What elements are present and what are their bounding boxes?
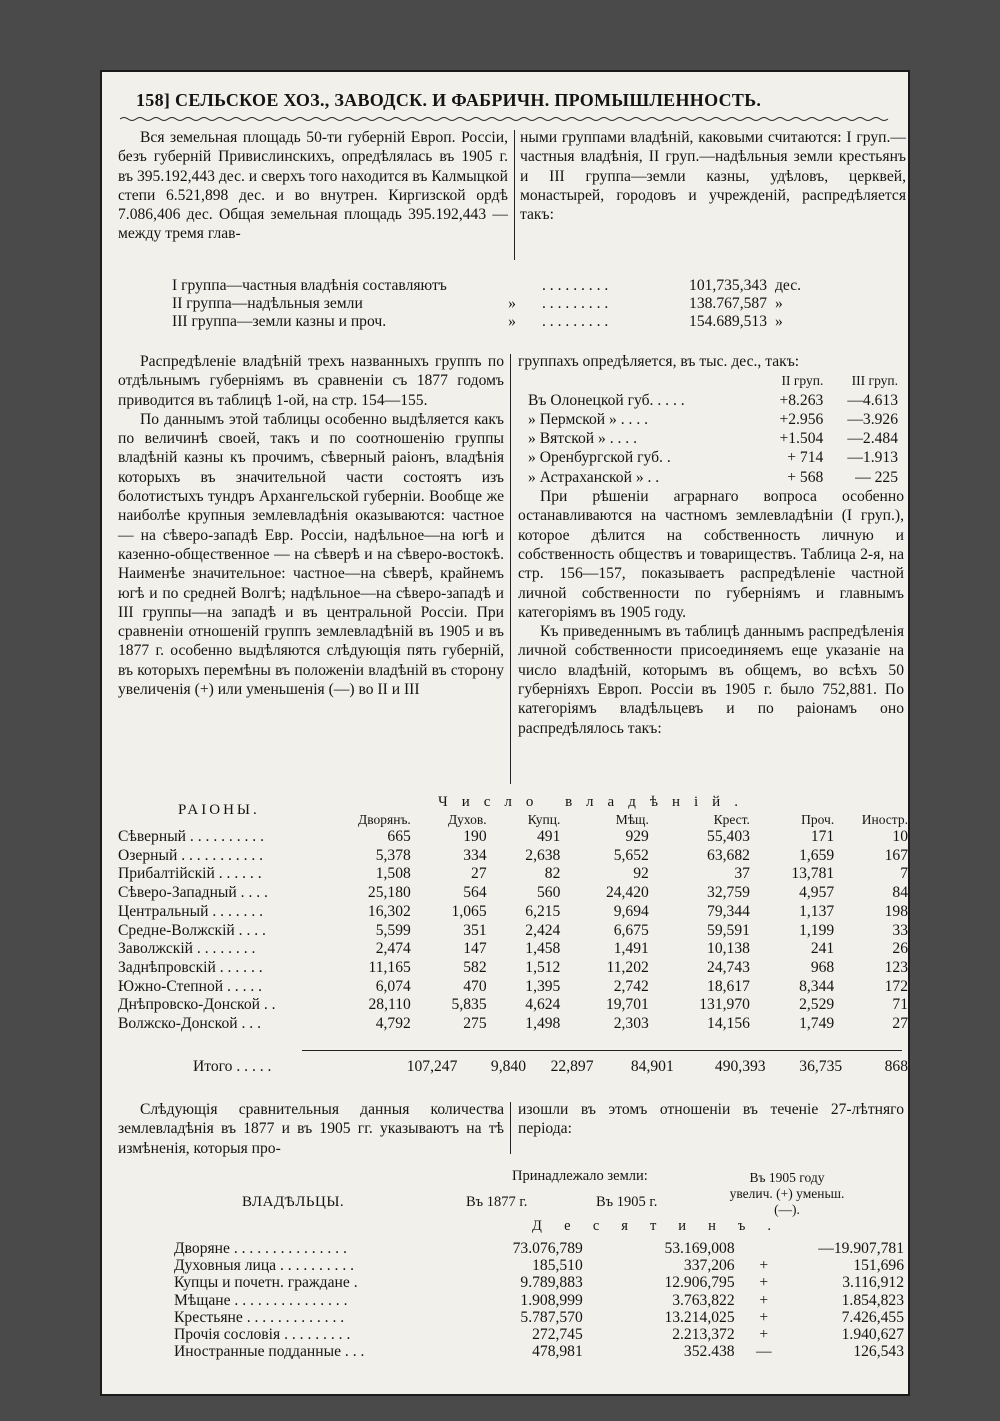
region-value: 71 (892, 996, 908, 1014)
land-change: —19.907,781 (818, 1240, 904, 1257)
region-value: 1,512 (525, 958, 561, 976)
region-value: 4,624 (525, 996, 561, 1014)
region-value: 6,215 (525, 902, 561, 920)
region-col-header: Дворянъ. (358, 812, 411, 827)
governorate-name: Въ Олонецкой губ. . . . . (528, 391, 685, 409)
region-value: 241 (810, 940, 835, 958)
region-value: 351 (463, 921, 487, 939)
group-value: 138.767,587 (689, 295, 767, 312)
region-value: 25,180 (367, 884, 411, 902)
governorate-row (528, 410, 898, 429)
region-value: 198 (884, 902, 908, 920)
change-sign: + (759, 1257, 769, 1275)
total-value: 9,840 (490, 1058, 526, 1075)
region-value: 82 (544, 865, 561, 883)
owner-name: Иностранные подданные . . . (174, 1343, 365, 1361)
region-col-header: Духов. (447, 812, 487, 827)
bottom-left-column (118, 1100, 504, 1158)
region-row (118, 903, 908, 922)
change-sign: + (759, 1291, 769, 1309)
owners-table (174, 1240, 904, 1360)
change-sign (735, 1240, 793, 1257)
governorate-row (528, 429, 898, 448)
column-divider (514, 130, 515, 260)
region-value: 2,474 (375, 940, 411, 958)
owner-row (174, 1257, 904, 1274)
group-unit: » (775, 313, 783, 330)
group-mark: » (508, 295, 516, 312)
region-value: 5,835 (451, 996, 487, 1014)
owner-row (174, 1274, 904, 1291)
group-unit: дес. (775, 277, 802, 294)
region-col-header: Иностр. (861, 812, 908, 827)
group-dots: . . . . . . . . . (542, 277, 609, 294)
region-row (118, 940, 908, 959)
region-value: 131,970 (699, 996, 750, 1014)
land-change: 7.426,455 (841, 1308, 904, 1326)
region-value: 4,792 (375, 1015, 411, 1033)
region-name: Озерный . . . . . . . . . . . (118, 846, 264, 864)
intro-left-text: Вся земельная площадь 50-ти губерній Европ. Россіи, безъ губерній Привислинскихъ, опредѣлялась въ 1905 г. въ 395.192,443 дес. и сверхъ того находится въ Калмыцкой степи 6.521,898 дес. и во внутрен. Киргизской ордѣ 7.086,406 дес. Общая земельная площадь 395.192,443 — между тремя глав- (118, 129, 508, 243)
region-value: 33 (892, 921, 908, 939)
page-number: 158] (136, 90, 171, 110)
total-value: 36,735 (799, 1058, 843, 1075)
region-value: 1,749 (799, 1015, 835, 1033)
book-page (100, 70, 910, 1396)
page-title: СЕЛЬСКОЕ ХОЗ., ЗАВОДСК. И ФАБРИЧН. ПРОМЫШЛЕННОСТЬ. (175, 90, 762, 110)
region-value: 2,638 (525, 846, 561, 864)
change-sign: + (759, 1326, 769, 1344)
region-value: 2,303 (613, 1015, 649, 1033)
group-label: III группа—земли казны и проч. (172, 313, 387, 330)
land-change: 3.116,912 (842, 1274, 904, 1292)
governorate-name: » Пермской » . . . . (528, 410, 649, 428)
group-mark (482, 277, 542, 295)
bottom-left-text: Слѣдующія сравнительныя данныя количества землевладѣнія въ 1877 и въ 1905 гг. указываютъ на тѣ измѣненія, которыя про- (118, 1101, 504, 1157)
land-change: 1.940,627 (841, 1326, 904, 1344)
governorate-row (528, 391, 898, 410)
region-value: 6,074 (375, 977, 411, 995)
region-value: 147 (463, 940, 487, 958)
owner-name: Духовныя лица . . . . . . . . . . (174, 1257, 355, 1275)
governorate-changes-table (528, 371, 898, 487)
governorate-name: » Астраханской » . . (528, 468, 660, 486)
land-1877: 185,510 (532, 1257, 583, 1275)
owner-row (174, 1326, 904, 1343)
owner-name: Прочія сословія . . . . . . . . . (174, 1326, 351, 1344)
region-value: 1,199 (799, 921, 835, 939)
region-name: Волжско-Донской . . . (118, 1015, 261, 1033)
region-value: 167 (884, 846, 908, 864)
group-2-change: +8.263 (779, 391, 824, 409)
region-col-header: Купц. (527, 812, 561, 827)
region-col-header: Крест. (713, 812, 750, 827)
region-name: Сѣверо-Западный . . . . (118, 884, 268, 902)
region-row (118, 884, 908, 903)
region-value: 275 (463, 1015, 487, 1033)
column-divider (510, 354, 511, 784)
owners-title: ВЛАДѢЛЬЦЫ. (242, 1194, 345, 1210)
intro-left-column (118, 128, 508, 244)
region-value: 968 (810, 958, 835, 976)
land-1905: 3.763,822 (672, 1291, 735, 1309)
region-row (118, 996, 908, 1015)
owned-land-title: Принадлежало земли: (512, 1168, 648, 1184)
region-value: 10 (892, 828, 908, 845)
group-3-change: —3.926 (847, 410, 898, 428)
change-sign: + (759, 1308, 769, 1326)
groups-table (172, 277, 801, 331)
group-3-change: —4.613 (847, 391, 898, 409)
group-label: II группа—надѣльныя земли (172, 295, 363, 312)
region-value: 9,694 (613, 902, 649, 920)
intro-right-column (520, 128, 906, 224)
owner-name: Мѣщане . . . . . . . . . . . . . . . (174, 1291, 348, 1309)
region-value: 92 (633, 865, 649, 883)
mid-left-paragraph-1: Распредѣленіе владѣній трехъ названныхъ группъ по отдѣльнымъ губерніямъ въ сравненіи съ 1877 годомъ приводится въ таблицѣ 1-ой, на стр. 154—155. (118, 353, 504, 409)
change-sign: — (756, 1343, 772, 1361)
region-value: 5,378 (375, 846, 411, 864)
group-3-change: —2.484 (847, 430, 898, 448)
group-2-change: + 568 (787, 468, 824, 486)
region-row (118, 865, 908, 884)
region-value: 470 (463, 977, 487, 995)
total-value: 490,393 (714, 1058, 766, 1075)
region-value: 26 (892, 940, 908, 958)
group-mark: » (508, 313, 516, 330)
region-value: 190 (463, 828, 487, 845)
column-divider (510, 1102, 511, 1154)
region-value: 2,529 (799, 996, 835, 1014)
group-unit: » (775, 295, 783, 312)
region-row (118, 847, 908, 866)
governorate-name: » Вятской » . . . . (528, 430, 638, 448)
region-value: 1,491 (613, 940, 649, 958)
group-2-change: +2.956 (779, 410, 824, 428)
region-value: 37 (734, 865, 750, 883)
land-1905: 12.906,795 (664, 1274, 735, 1292)
mid-left-column (118, 352, 504, 699)
region-row (118, 978, 908, 997)
region-value: 491 (536, 828, 561, 845)
group-dots: . . . . . . . . . (542, 295, 609, 312)
region-row (118, 922, 908, 941)
region-row (118, 828, 908, 847)
region-value: 5,599 (375, 921, 411, 939)
region-name: Средне-Волжскій . . . . (118, 921, 266, 939)
region-value: 665 (387, 828, 411, 845)
region-value: 334 (463, 846, 487, 864)
bottom-right-text: изошли въ этомъ отношеніи въ теченіе 27-лѣтняго періода: (518, 1101, 904, 1138)
group-row (172, 277, 801, 295)
region-value: 13,781 (791, 865, 835, 883)
region-value: 172 (884, 977, 908, 995)
region-value: 10,138 (707, 940, 750, 958)
region-value: 2,424 (525, 921, 561, 939)
owner-row (174, 1343, 904, 1360)
group-2-change: + 714 (787, 449, 824, 467)
region-value: 123 (884, 958, 908, 976)
region-value: 63,682 (707, 846, 750, 864)
region-name: Южно-Степной . . . . . (118, 977, 263, 995)
owner-row (174, 1309, 904, 1326)
region-value: 19,701 (605, 996, 649, 1014)
region-value: 1,508 (375, 865, 411, 883)
group-row (172, 295, 801, 313)
owner-row (174, 1240, 904, 1257)
page-header (136, 90, 876, 111)
region-value: 5,652 (613, 846, 649, 864)
regions-total (118, 1058, 908, 1077)
land-change: 151,696 (853, 1257, 904, 1275)
land-1905: 337,206 (683, 1257, 735, 1275)
total-value: 868 (884, 1058, 908, 1075)
region-value: 16,302 (367, 902, 411, 920)
units-header: Десятинъ. (532, 1218, 793, 1234)
land-1877: 73.076,789 (512, 1240, 583, 1257)
mid-right-paragraph-1: При рѣшеніи аграрнаго вопроса особенно останавливаются на частномъ землевладѣніи (I груп.), которое дѣлится на собственность личную и собственность обществъ и товариществъ. Таблица 2-я, на стр. 156—157, показываетъ распредѣленіе частной личной собственности по губерніямъ и главнымъ категоріямъ въ 1905 году. (518, 488, 904, 621)
land-1877: 272,745 (532, 1326, 583, 1344)
region-value: 560 (536, 884, 561, 902)
header-wavy-rule (120, 116, 892, 122)
total-label: Итого . . . . . (193, 1058, 272, 1075)
region-value: 24,420 (605, 884, 649, 902)
region-value: 1,659 (799, 846, 835, 864)
group-3-change: — 225 (855, 468, 898, 486)
region-name: Прибалтійскій . . . . . . (118, 865, 262, 883)
region-value: 32,759 (707, 884, 750, 902)
count-of-holdings-title: Число владѣній. (438, 794, 752, 810)
region-value: 8,344 (799, 977, 835, 995)
change-sign: + (759, 1274, 769, 1292)
region-name: Центральный . . . . . . . (118, 902, 264, 920)
region-value: 14,156 (707, 1015, 750, 1033)
region-name: Днѣпровско-Донской . . (118, 996, 276, 1014)
land-change: 126,543 (853, 1343, 904, 1361)
region-name: Заднѣпровскій . . . . . . (118, 958, 263, 976)
total-rule (302, 1050, 902, 1051)
region-value: 582 (463, 958, 487, 976)
group-label: I группа—частныя владѣнія составляютъ (172, 277, 447, 294)
region-value: 6,675 (613, 921, 649, 939)
col-header-group-3: III груп. (851, 373, 898, 389)
region-value: 564 (463, 884, 487, 902)
change-header: Въ 1905 году увелич. (+) уменьш. (—). (729, 1170, 845, 1217)
region-value: 1,395 (525, 977, 561, 995)
group-3-change: —1.913 (847, 449, 898, 467)
region-value: 27 (892, 1015, 908, 1033)
region-value: 1,137 (799, 902, 835, 920)
group-dots: . . . . . . . . . (542, 313, 609, 330)
region-value: 171 (810, 828, 835, 845)
total-value: 22,897 (550, 1058, 594, 1075)
group-value: 154.689,513 (689, 313, 767, 330)
col-header-group-2: II груп. (781, 373, 824, 389)
regions-title: РАІОНЫ. (178, 802, 260, 818)
year-1905-header: Въ 1905 г. (596, 1194, 658, 1210)
group-row (172, 313, 801, 331)
mid-left-paragraph-2: По даннымъ этой таблицы особенно выдѣляется какъ по величинѣ своей, такъ и по соотношенію группы владѣній казны къ прочимъ, сѣверный раіонъ, владѣнія которыхъ въ значительной части состоятъ изъ болотистыхъ тундръ Архангельской губерніи. Вообще же наиболѣе крупныя землевладѣнія оказываются: частное — на сѣверо-западѣ Евр. Россіи, надѣльное—на югѣ и казенно-общественное — на сѣверѣ и на сѣверо-востокѣ. Наименѣе значительное: частное—на сѣверѣ, крайнемъ югѣ и по средней Волгѣ; надѣльное—на сѣверо-западѣ и III группы—на западѣ и въ центральной Россіи. При сравненіи отношеній группъ землевладѣній въ 1905 и въ 1877 г. особенно выдѣляются слѣдующія пять губерній, въ которыхъ перемѣны въ положеніи владѣній въ сторону увеличенія (+) или уменьшенія (—) во II и III (118, 410, 504, 699)
region-col-header: Проч. (801, 812, 835, 827)
region-value: 24,743 (707, 958, 750, 976)
region-value: 929 (625, 828, 649, 845)
bottom-right-column (518, 1100, 904, 1139)
region-value: 18,617 (707, 977, 750, 995)
intro-right-text: ными группами владѣній, каковыми считаются: I груп.—частныя владѣнія, II груп.—надѣльныя земли крестьянъ и III группа—земли казны, удѣловъ, церквей, монастырей, городовъ и учрежденій, распредѣляется такъ: (520, 129, 906, 224)
owner-name: Дворяне . . . . . . . . . . . . . . . (174, 1240, 347, 1257)
region-value: 55,403 (707, 828, 750, 845)
owner-name: Купцы и почетн. граждане . (174, 1274, 358, 1292)
region-name: Заволжскій . . . . . . . . (118, 940, 256, 958)
group-value: 101,735,343 (689, 277, 767, 294)
group-2-change: +1.504 (779, 430, 824, 448)
land-1877: 9.789,883 (520, 1274, 583, 1292)
region-value: 2,742 (613, 977, 649, 995)
regions-table (118, 812, 908, 1034)
total-value: 84,901 (630, 1058, 674, 1075)
region-row (118, 1015, 908, 1034)
region-value: 28,110 (368, 996, 411, 1014)
region-value: 59,591 (707, 921, 750, 939)
land-1905: 53.169,008 (664, 1240, 735, 1257)
region-row (118, 959, 908, 978)
mid-right-paragraph-2: Къ приведеннымъ въ таблицѣ даннымъ распредѣленія личной собственности присоединяемъ еще указаніе на число владѣній, которымъ въ общемъ, во всѣхъ 50 губерніяхъ Европ. Россіи въ 1905 г. было 752,881. По категоріямъ владѣльцевъ и по раіонамъ оно распредѣлялось такъ: (518, 623, 904, 737)
governorate-name: » Оренбургской губ. . (528, 449, 671, 467)
region-value: 4,957 (799, 884, 835, 902)
region-value: 1,498 (525, 1015, 561, 1033)
region-name: Сѣверный . . . . . . . . . . (118, 828, 264, 845)
land-1877: 478,981 (532, 1343, 583, 1361)
owner-name: Крестьяне . . . . . . . . . . . . . (174, 1308, 345, 1326)
region-value: 84 (892, 884, 908, 902)
region-value: 1,065 (451, 902, 487, 920)
owner-row (174, 1292, 904, 1309)
region-value: 27 (471, 865, 487, 883)
land-change: 1.854,823 (841, 1291, 904, 1309)
region-value: 1,458 (525, 940, 561, 958)
mid-right-intro: группахъ опредѣляется, въ тыс. дес., такъ: (518, 353, 800, 370)
region-value: 11,165 (368, 958, 411, 976)
governorate-row (528, 448, 898, 467)
land-1905: 13.214,025 (664, 1308, 735, 1326)
region-value: 7 (900, 865, 908, 883)
mid-right-column (518, 352, 904, 738)
land-1905: 2.213,372 (672, 1326, 735, 1344)
region-value: 79,344 (707, 902, 750, 920)
land-1877: 5.787,570 (520, 1308, 583, 1326)
year-1877-header: Въ 1877 г. (466, 1194, 528, 1210)
region-col-header: Мѣщ. (615, 812, 649, 827)
governorate-row (528, 468, 898, 487)
land-1877: 1.908,999 (520, 1291, 583, 1309)
region-value: 11,202 (606, 958, 649, 976)
land-1905: 352.438 (683, 1343, 735, 1361)
total-value: 107,247 (406, 1058, 458, 1075)
